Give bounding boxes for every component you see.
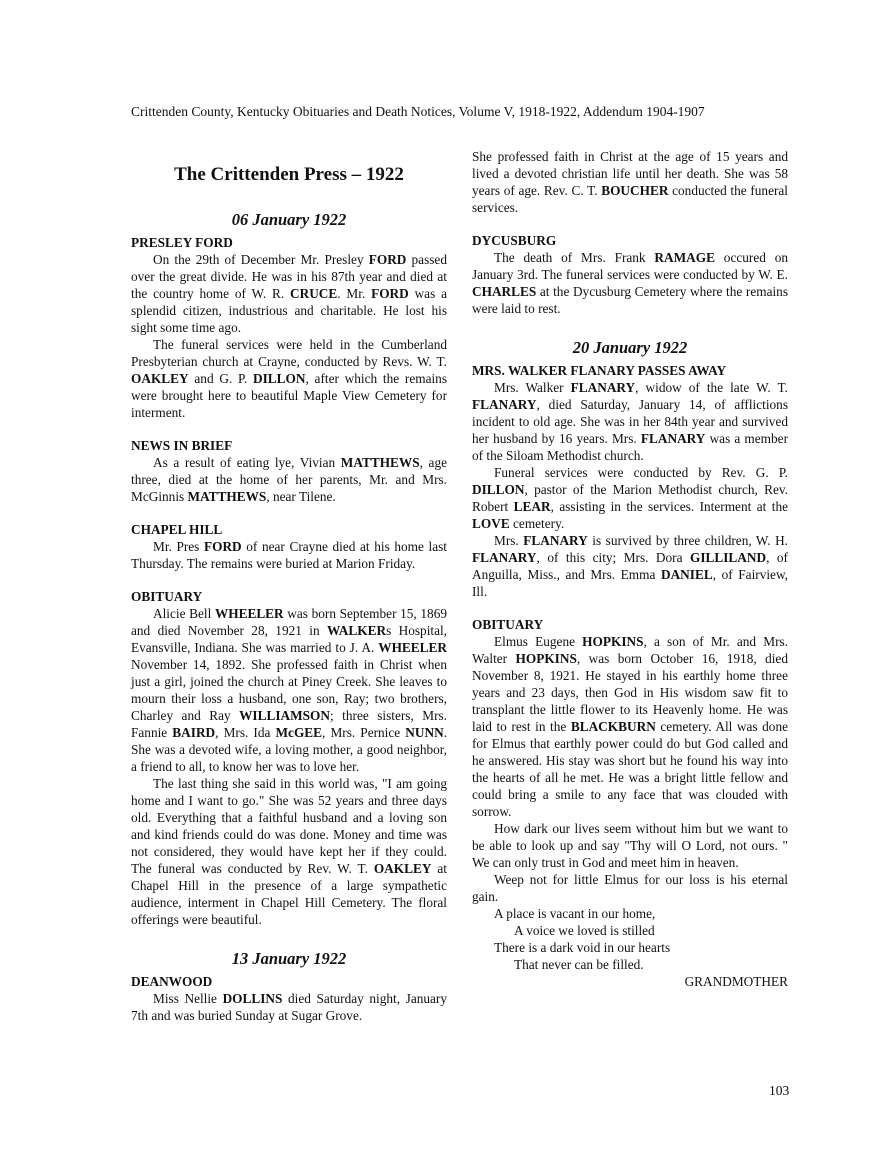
surname-bold: WHEELER xyxy=(378,640,447,655)
article-title: OBITUARY xyxy=(472,617,544,632)
surname-bold: FORD xyxy=(371,286,409,301)
article-paragraph xyxy=(131,538,447,572)
text-run: cemetery. xyxy=(509,516,565,531)
article-title: NEWS IN BRIEF xyxy=(131,438,233,453)
article-title: PRESLEY FORD xyxy=(131,235,233,250)
surname-bold: HOPKINS xyxy=(582,634,644,649)
page-number: 103 xyxy=(769,1083,790,1098)
text-run: passed over the great divide. He was in his 87th year and died at the country home of W. R. xyxy=(131,252,447,301)
article-title: MRS. WALKER FLANARY PASSES AWAY xyxy=(472,363,727,378)
text-run: . She was a devoted wife, a loving mother, a good neighbor, a friend to all, to know her was to love her. xyxy=(131,725,448,774)
date-heading-20-january: 20 January 1922 xyxy=(572,338,688,357)
article-paragraph xyxy=(131,336,447,421)
surname-bold: LEAR xyxy=(513,499,551,514)
surname-bold: FLANARY xyxy=(472,397,537,412)
article-title: DEANWOOD xyxy=(131,974,213,989)
text-run: is survived by three children, W. H. xyxy=(587,533,788,548)
text-run: , near Tilene. xyxy=(266,489,336,504)
surname-bold: MATTHEWS xyxy=(340,455,420,470)
signature: GRANDMOTHER xyxy=(684,974,788,989)
text-run: , widow of the late W. T. xyxy=(635,380,788,395)
article-paragraph xyxy=(472,532,788,600)
text-run: Alicie Bell xyxy=(153,606,215,621)
article-paragraph xyxy=(131,251,447,336)
poem-line: A place is vacant in our home, xyxy=(494,906,656,921)
text-run: , of this city; Mrs. Dora xyxy=(536,550,690,565)
article-dycusburg xyxy=(472,232,788,317)
surname-bold: OAKLEY xyxy=(131,371,189,386)
surname-bold: FLANARY xyxy=(570,380,636,395)
surname-bold: FLANARY xyxy=(640,431,706,446)
article-obituary-hopkins xyxy=(472,616,788,990)
text-run: occured on January 3rd. The funeral services were conducted by W. E. xyxy=(472,250,788,282)
article-paragraph xyxy=(472,148,788,216)
text-run: died Saturday night, January 7th and was buried Sunday at Sugar Grove. xyxy=(131,991,447,1023)
text-run: ; three sisters, Mrs. Fannie xyxy=(131,708,448,740)
text-run: On the 29th of December Mr. Presley xyxy=(153,252,369,267)
article-title: DYCUSBURG xyxy=(472,233,557,248)
text-run: , assisting in the services. Interment at the xyxy=(550,499,788,514)
surname-bold: DANIEL xyxy=(660,567,713,582)
poem-line: That never can be filled. xyxy=(514,957,644,972)
date-heading-13-january: 13 January 1922 xyxy=(231,949,347,968)
surname-bold: CRUCE xyxy=(290,286,338,301)
text-run: She professed faith in Christ at the age of 15 years and lived a devoted christian life until her death. She was 58 years of age. Rev. C. T. xyxy=(472,149,788,198)
text-run: at the Dycusburg Cemetery where the remains were laid to rest. xyxy=(472,284,788,316)
text-run: s Hospital, Evansville, Indiana. She was married to J. A. xyxy=(131,623,448,655)
surname-bold: RAMAGE xyxy=(654,250,715,265)
text-run: The last thing she said in this world was, "I am going home and I want to go." She was 52 years and three days old. Everything that a faithful husband and a loving son and kind friends could do was done. Money and time was not considered, they would have kept her if they could. The funeral was conducted by Rev. W. T. xyxy=(131,776,447,876)
surname-bold: CHARLES xyxy=(472,284,537,299)
surname-bold: BAIRD xyxy=(172,725,216,740)
text-run: was a splendid citizen, industrious and charitable. He lost his sight some time ago. xyxy=(131,286,447,335)
article-paragraph xyxy=(131,605,447,775)
article-paragraph xyxy=(472,379,788,464)
article-news-in-brief xyxy=(131,437,447,505)
text-run: Weep not for little Elmus for our loss is his eternal gain. xyxy=(472,872,788,904)
surname-bold: FLANARY xyxy=(523,533,588,548)
memorial-poem xyxy=(472,905,788,973)
poem-line: There is a dark void in our hearts xyxy=(494,940,671,955)
text-run: The death of Mrs. Frank xyxy=(494,250,655,265)
text-run: , a son of Mr. and Mrs. Walter xyxy=(472,634,788,666)
text-run: cemetery. All was done for Elmus that earthly power could do but God called and he answered. His stay was short but he found his way into the hearts of all he met. He was a bright little fellow and could bring a smile to any face that was clouded with sorrow. xyxy=(472,719,788,819)
article-obituary-wheeler xyxy=(131,588,447,928)
text-run: and G. P. xyxy=(188,371,254,386)
text-run: November 14, 1892. She professed faith in Christ when just a girl, joined the church at Piney Creek. She leaves to mourn their loss a husband, one son, Ray; two brothers, Charley and Ray xyxy=(131,657,447,723)
text-run: Mr. Pres xyxy=(153,539,204,554)
article-paragraph xyxy=(472,249,788,317)
text-run: , died Saturday, January 14, of afflictions incident to old age. She was in her 84th year and survived her husband by 16 years. Mrs. xyxy=(472,397,788,446)
left-column xyxy=(131,148,447,1040)
text-run: The funeral services were held in the Cumberland Presbyterian church at Crayne, conducted by Revs. W. T. xyxy=(131,337,447,369)
article-deanwood-continued xyxy=(472,148,788,216)
text-run: How dark our lives seem without him but we want to be able to look up and say "Thy will O Lord, not ours. " We can only trust in God and meet him in heaven. xyxy=(472,821,788,870)
text-run: , Mrs. Pernice xyxy=(322,725,406,740)
article-paragraph xyxy=(131,775,447,928)
article-paragraph xyxy=(131,454,447,505)
text-run: , of Anguilla, Miss., and Mrs. Emma xyxy=(472,550,788,582)
article-paragraph xyxy=(472,633,788,820)
text-run: , age three, died at the home of her parents, Mr. and Mrs. McGinnis xyxy=(131,455,447,504)
surname-bold: FORD xyxy=(203,539,242,554)
text-run: Elmus Eugene xyxy=(494,634,583,649)
right-column xyxy=(472,148,788,1006)
surname-bold: BLACKBURN xyxy=(570,719,656,734)
surname-bold: WILLIAMSON xyxy=(239,708,331,723)
article-title: CHAPEL HILL xyxy=(131,522,223,537)
surname-bold: DILLON xyxy=(253,371,306,386)
text-run: , of Fairview, Ill. xyxy=(472,567,789,599)
text-run: Miss Nellie xyxy=(153,991,223,1006)
surname-bold: DOLLINS xyxy=(222,991,283,1006)
surname-bold: BOUCHER xyxy=(601,183,669,198)
surname-bold: MATTHEWS xyxy=(187,489,267,504)
surname-bold: DILLON xyxy=(472,482,525,497)
article-flanary xyxy=(472,362,788,600)
text-run: conducted the funeral services. xyxy=(472,183,788,215)
text-run: was a member of the Siloam Methodist church. xyxy=(472,431,788,463)
surname-bold: OAKLEY xyxy=(373,861,432,876)
surname-bold: McGEE xyxy=(275,725,323,740)
article-paragraph xyxy=(131,990,447,1024)
surname-bold: GILLILAND xyxy=(690,550,767,565)
article-deanwood xyxy=(131,973,447,1024)
article-title: OBITUARY xyxy=(131,589,203,604)
text-run: Funeral services were conducted by Rev. G. P. xyxy=(494,465,788,480)
text-run: , pastor of the Marion Methodist church, Rev. Robert xyxy=(472,482,788,514)
text-run: . Mr. xyxy=(337,286,372,301)
text-run: As a result of eating lye, Vivian xyxy=(153,455,341,470)
surname-bold: NUNN xyxy=(405,725,444,740)
text-run: at Chapel Hill in the presence of a large sympathetic audience, interment in Chapel Hill Cemetery. The floral offerings were beautiful. xyxy=(131,861,448,927)
surname-bold: WHEELER xyxy=(214,606,284,621)
surname-bold: WALKER xyxy=(326,623,387,638)
article-presley-ford xyxy=(131,234,447,421)
article-chapel-hill xyxy=(131,521,447,572)
text-run: was born September 15, 1869 and died November 28, 1921 in xyxy=(131,606,447,638)
surname-bold: FORD xyxy=(368,252,407,267)
text-run: Mrs. xyxy=(494,533,524,548)
article-paragraph xyxy=(472,871,788,905)
paper-title: The Crittenden Press – 1922 xyxy=(174,164,404,185)
article-paragraph xyxy=(472,820,788,871)
text-run: , after which the remains were brought here to beautiful Maple View Cemetery for interment. xyxy=(131,371,447,420)
date-heading-06-january: 06 January 1922 xyxy=(231,210,347,229)
surname-bold: LOVE xyxy=(472,516,510,531)
running-header: Crittenden County, Kentucky Obituaries and Death Notices, Volume V, 1918-1922, Addendum 1904-1907 xyxy=(131,104,705,119)
text-run: , was born October 16, 1918, died November 8, 1921. He stayed in his earthly home three years and 23 days, then God in His wisdom saw fit to transplant the little flower to its Heavenly home. He was laid to rest in the xyxy=(472,651,788,734)
text-run: of near Crayne died at his home last Thursday. The remains were buried at Marion Friday. xyxy=(131,539,447,571)
text-run: , Mrs. Ida xyxy=(215,725,276,740)
article-paragraph xyxy=(472,464,788,532)
surname-bold: FLANARY xyxy=(472,550,537,565)
poem-line: A voice we loved is stilled xyxy=(514,923,655,938)
surname-bold: HOPKINS xyxy=(515,651,577,666)
text-run: Mrs. Walker xyxy=(494,380,571,395)
